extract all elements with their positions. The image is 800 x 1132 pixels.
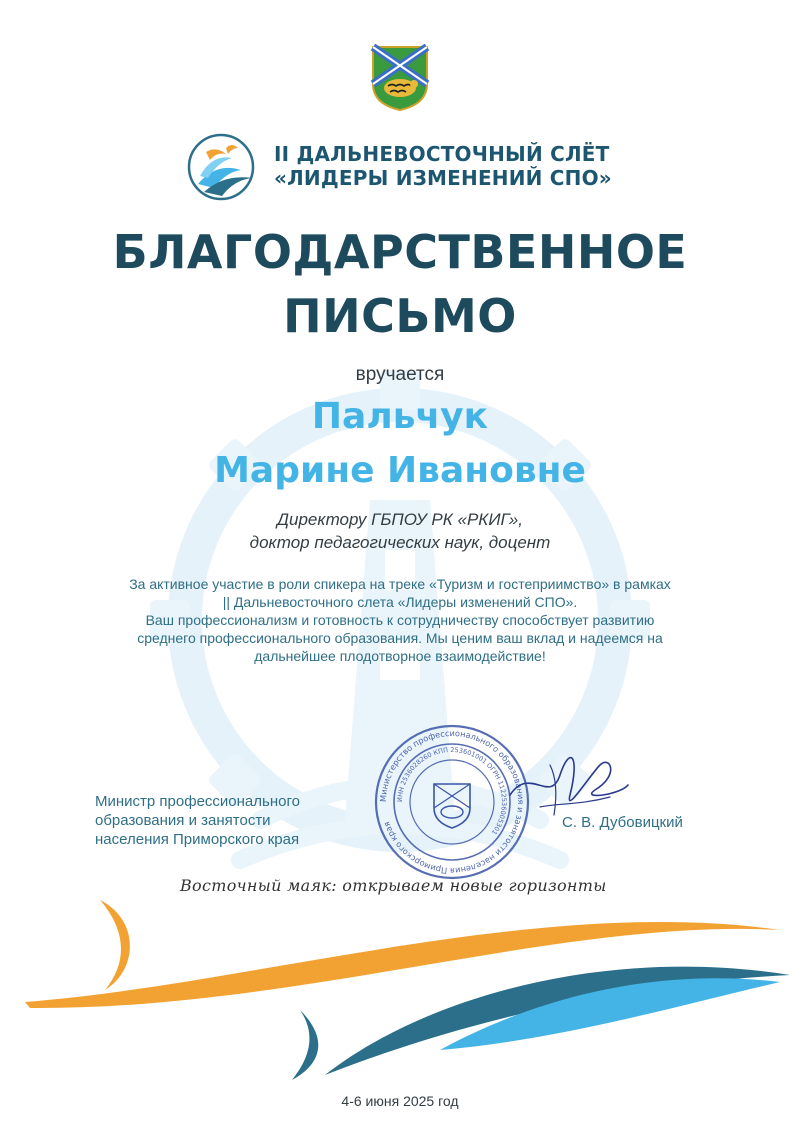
- event-title-line1: II ДАЛЬНЕВОСТОЧНЫЙ СЛЁТ: [274, 142, 610, 166]
- body-line: дальнейшее плодотворное взаимодействие!: [254, 648, 546, 664]
- gratitude-text: [60, 575, 740, 665]
- signature-icon: [500, 745, 630, 825]
- minister-line1: Министр профессионального: [95, 793, 300, 810]
- minister-line3: населения Приморского края: [95, 831, 300, 848]
- coat-of-arms-icon: [370, 44, 430, 112]
- document-title-line2: ПИСЬМО: [283, 289, 517, 343]
- position-line1: Директору ГБПОУ РК «РКИГ»,: [277, 510, 523, 529]
- slogan: Восточный маяк: открываем новые горизонты: [180, 876, 607, 895]
- minister-line2: образования и занятости: [95, 812, 271, 829]
- event-title-line2: «ЛИДЕРЫ ИЗМЕНЕНИЙ СПО»: [274, 166, 612, 190]
- awarded-label: вручается: [355, 364, 445, 385]
- recipient-position: [0, 508, 800, 554]
- minister-title: [95, 792, 365, 849]
- body-line: || Дальневосточного слета «Лидеры изменений СПО».: [222, 594, 578, 610]
- signer-name: С. В. Дубовицкий: [562, 814, 683, 831]
- decorative-waves-icon: [0, 890, 800, 1090]
- recipient-name: Марине Ивановне: [214, 450, 586, 491]
- stamp-ring-text: Министерство профессионального образования и занятости населения Приморского края: [377, 727, 527, 877]
- event-date: 4-6 июня 2025 год: [341, 1093, 459, 1109]
- body-line: среднего профессионального образования. Мы ценим ваш вклад и надеемся на: [137, 630, 663, 646]
- stamp-inner-text: ИНН 2536028260 КПП 253601001 ОГРН 1122536005301: [395, 745, 509, 837]
- event-title: [274, 142, 694, 190]
- body-line: За активное участие в роли спикера на треке «Туризм и гостеприимство» в рамках: [129, 576, 671, 592]
- document-title-line1: БЛАГОДАРСТВЕННОЕ: [112, 225, 688, 279]
- body-line: Ваш профессионализм и готовность к сотрудничеству способствует развитию: [145, 612, 655, 628]
- event-logo-icon: [186, 132, 266, 202]
- position-line2: доктор педагогических наук, доцент: [249, 533, 551, 552]
- recipient-surname: Пальчук: [311, 396, 489, 437]
